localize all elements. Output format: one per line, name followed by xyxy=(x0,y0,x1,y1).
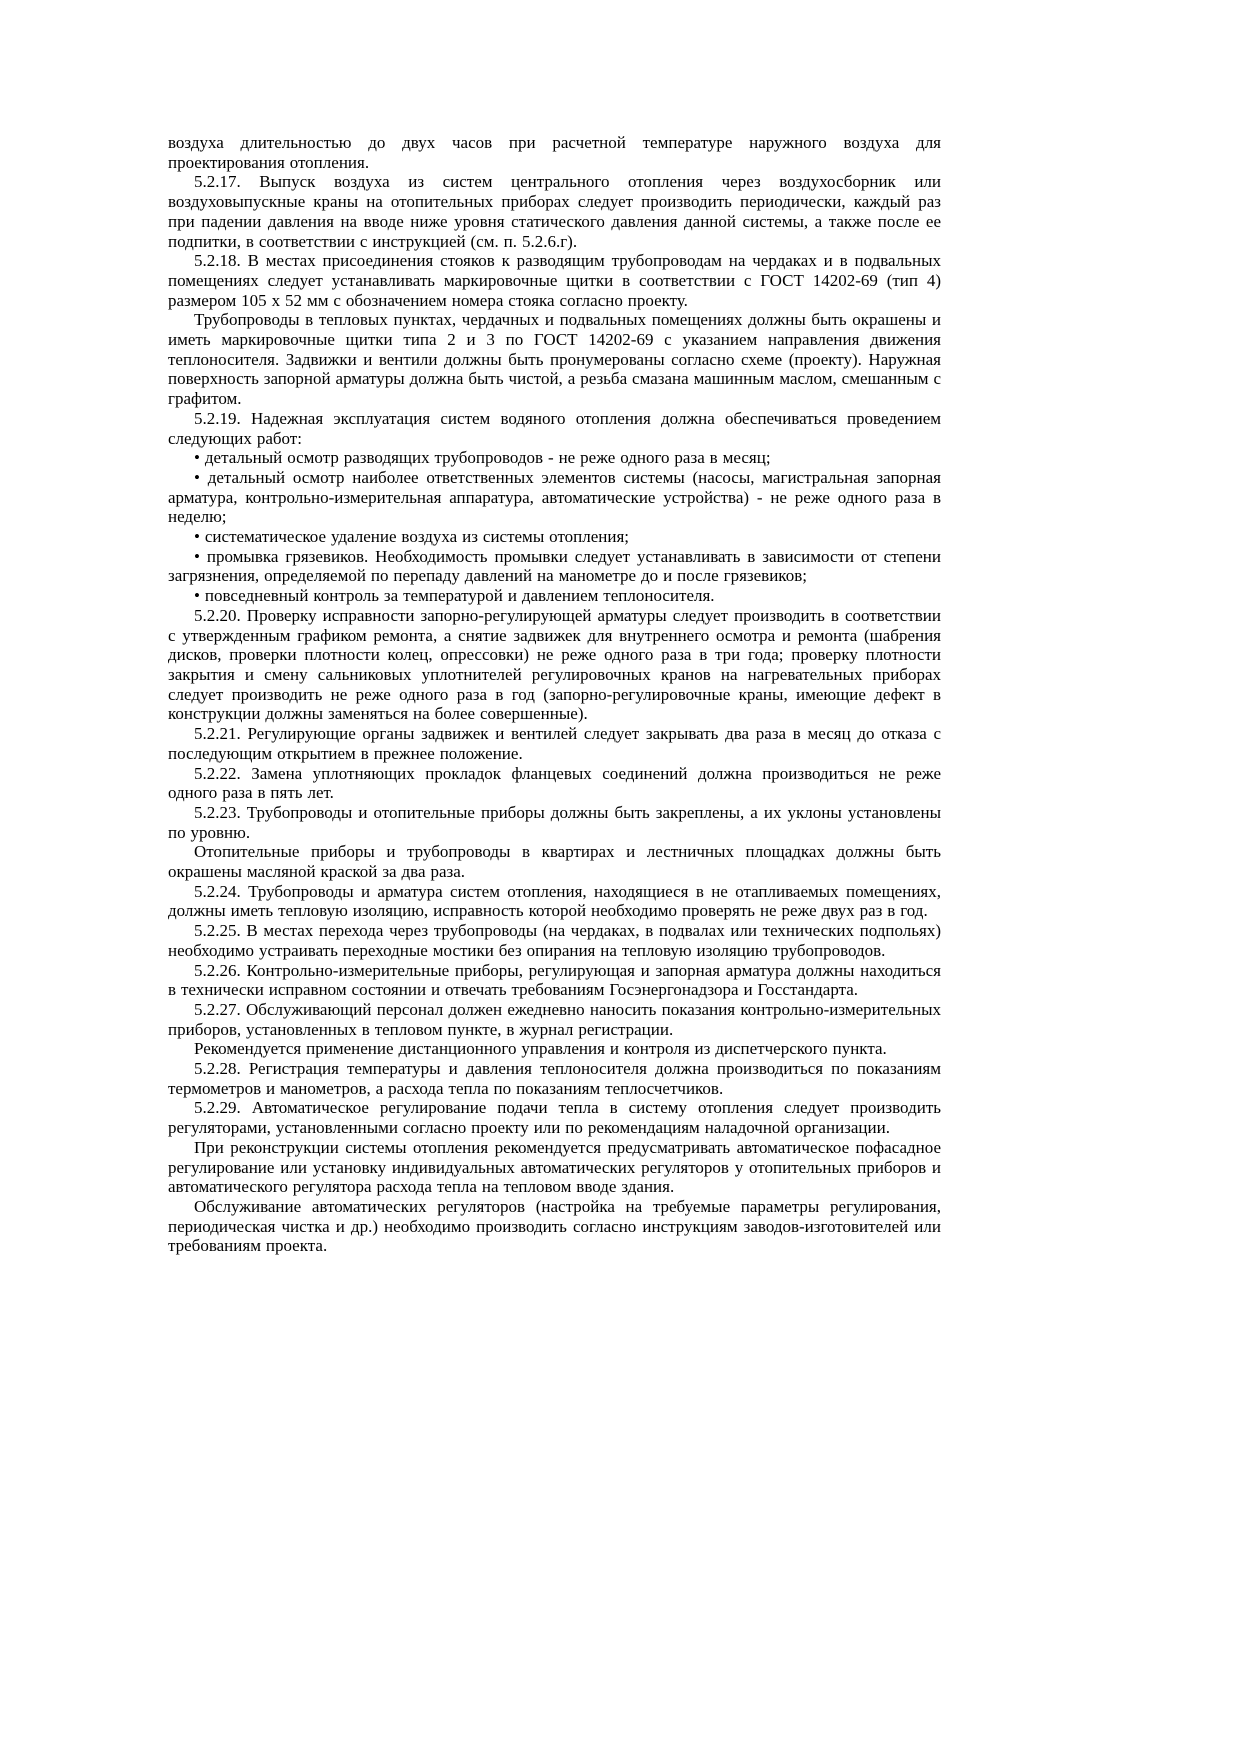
bullet-item-mud-trap-flushing: • промывка грязевиков. Необходимость промывки следует устанавливать в зависимости от степени загрязнения, определяемой по перепаду давлений на манометре до и после грязевиков; xyxy=(168,546,941,586)
paragraph-5-2-29-continued-1: При реконструкции системы отопления рекомендуется предусматривать автоматическое пофасадное регулирование или установку индивидуальных автоматических регуляторов у отопительных приборов и автоматического регулятора расхода тепла на тепловом вводе здания. xyxy=(168,1137,941,1197)
paragraph-5-2-23-continued: Отопительные приборы и трубопроводы в квартирах и лестничных площадках должны быть окрашены масляной краской за два раза. xyxy=(168,842,941,882)
paragraph-5-2-28: 5.2.28. Регистрация температуры и давления теплоносителя должна производиться по показаниям термометров и манометров, а расхода тепла по показаниям теплосчетчиков. xyxy=(168,1059,941,1098)
paragraph-5-2-17: 5.2.17. Выпуск воздуха из систем центрального отопления через воздухосборник или воздуховыпускные краны на отопительных приборах следует производить периодически, каждый раз при падении давления на вводе ниже уровня статического давления данной системы, а также после ее подпитки, в соответствии с инструкцией (см. п. 5.2.6.г). xyxy=(168,172,941,251)
paragraph-5-2-18: 5.2.18. В местах присоединения стояков к разводящим трубопроводам на чердаках и в подвальных помещениях следует устанавливать маркировочные щитки в соответствии с ГОСТ 14202-69 (тип 4) размером 105 х 52 мм с обозначением номера стояка согласно проекту. xyxy=(168,251,941,310)
paragraph-5-2-18-continued: Трубопроводы в тепловых пунктах, чердачных и подвальных помещениях должны быть окрашены и иметь маркировочные щитки типа 2 и 3 по ГОСТ 14202-69 с указанием направления движения теплоносителя. Задвижки и вентили должны быть пронумерованы согласно схеме (проекту). Наружная поверхность запорной арматуры должна быть чистой, а резьба смазана машинным маслом, смешанным с графитом. xyxy=(168,310,941,409)
paragraph-5-2-29: 5.2.29. Автоматическое регулирование подачи тепла в систему отопления следует производить регуляторами, установленными согласно проекту или по рекомендациям наладочной организации. xyxy=(168,1098,941,1138)
paragraph-5-2-26: 5.2.26. Контрольно-измерительные приборы, регулирующая и запорная арматура должны находиться в технически исправном состоянии и отвечать требованиям Госэнергонадзора и Госстандарта. xyxy=(168,960,941,1000)
paragraph-5-2-21: 5.2.21. Регулирующие органы задвижек и вентилей следует закрывать два раза в месяц до отказа с последующим открытием в прежнее положение. xyxy=(168,724,941,763)
paragraph-5-2-25: 5.2.25. В местах перехода через трубопроводы (на чердаках, в подвалах или технических подпольях) необходимо устраивать переходные мостики без опирания на тепловую изоляцию трубопроводов. xyxy=(168,921,941,960)
paragraph-5-2-27-continued: Рекомендуется применение дистанционного управления и контроля из диспетчерского пункта. xyxy=(194,1039,887,1059)
bullet-item-detailed-inspection-elements: • детальный осмотр наиболее ответственных элементов системы (насосы, магистральная запорная арматура, контрольно-измерительная аппаратура, автоматические устройства) - не реже одного раза в неделю; xyxy=(168,467,941,527)
paragraph-5-2-29-continued-2: Обслуживание автоматических регуляторов (настройка на требуемые параметры регулирования, периодическая чистка и др.) необходимо производить согласно инструкциям заводов-изготовителей или требованиям проекта. xyxy=(168,1196,941,1256)
bullet-item-detailed-inspection-pipelines: • детальный осмотр разводящих трубопроводов - не реже одного раза в месяц; xyxy=(194,448,771,468)
paragraph-5-2-27: 5.2.27. Обслуживающий персонал должен ежедневно наносить показания контрольно-измерительных приборов, установленных в тепловом пункте, в журнал регистрации. xyxy=(168,999,941,1039)
paragraph-5-2-23: 5.2.23. Трубопроводы и отопительные приборы должны быть закреплены, а их уклоны установлены по уровню. xyxy=(168,802,941,842)
paragraph-5-2-20: 5.2.20. Проверку исправности запорно-регулирующей арматуры следует производить в соответствии с утвержденным графиком ремонта, а снятие задвижек для внутреннего осмотра и ремонта (шабрения дисков, проверки плотности колец, опрессовки) не реже одного раза в три года; проверку плотности закрытия и смену сальниковых уплотнителей регулировочных кранов на нагревательных приборах следует производить не реже одного раза в год (запорно-регулировочные краны, имеющие дефект в конструкции должны заменяться на более совершенные). xyxy=(168,605,941,724)
paragraph-5-2-24: 5.2.24. Трубопроводы и арматура систем отопления, находящиеся в не отапливаемых помещениях, должны иметь тепловую изоляцию, исправность которой необходимо проверять не реже двух раз в год. xyxy=(168,881,941,921)
paragraph-5-2-22: 5.2.22. Замена уплотняющих прокладок фланцевых соединений должна производиться не реже одного раза в пять лет. xyxy=(168,763,941,803)
paragraph-continuation: воздуха длительностью до двух часов при расчетной температуре наружного воздуха для проектирования отопления. xyxy=(168,133,941,172)
paragraph-5-2-19: 5.2.19. Надежная эксплуатация систем водяного отопления должна обеспечиваться проведением следующих работ: xyxy=(168,408,941,448)
document-text-block xyxy=(168,133,941,1256)
bullet-item-daily-control: • повседневный контроль за температурой и давлением теплоносителя. xyxy=(194,586,715,606)
bullet-item-air-removal: • систематическое удаление воздуха из системы отопления; xyxy=(194,527,630,547)
